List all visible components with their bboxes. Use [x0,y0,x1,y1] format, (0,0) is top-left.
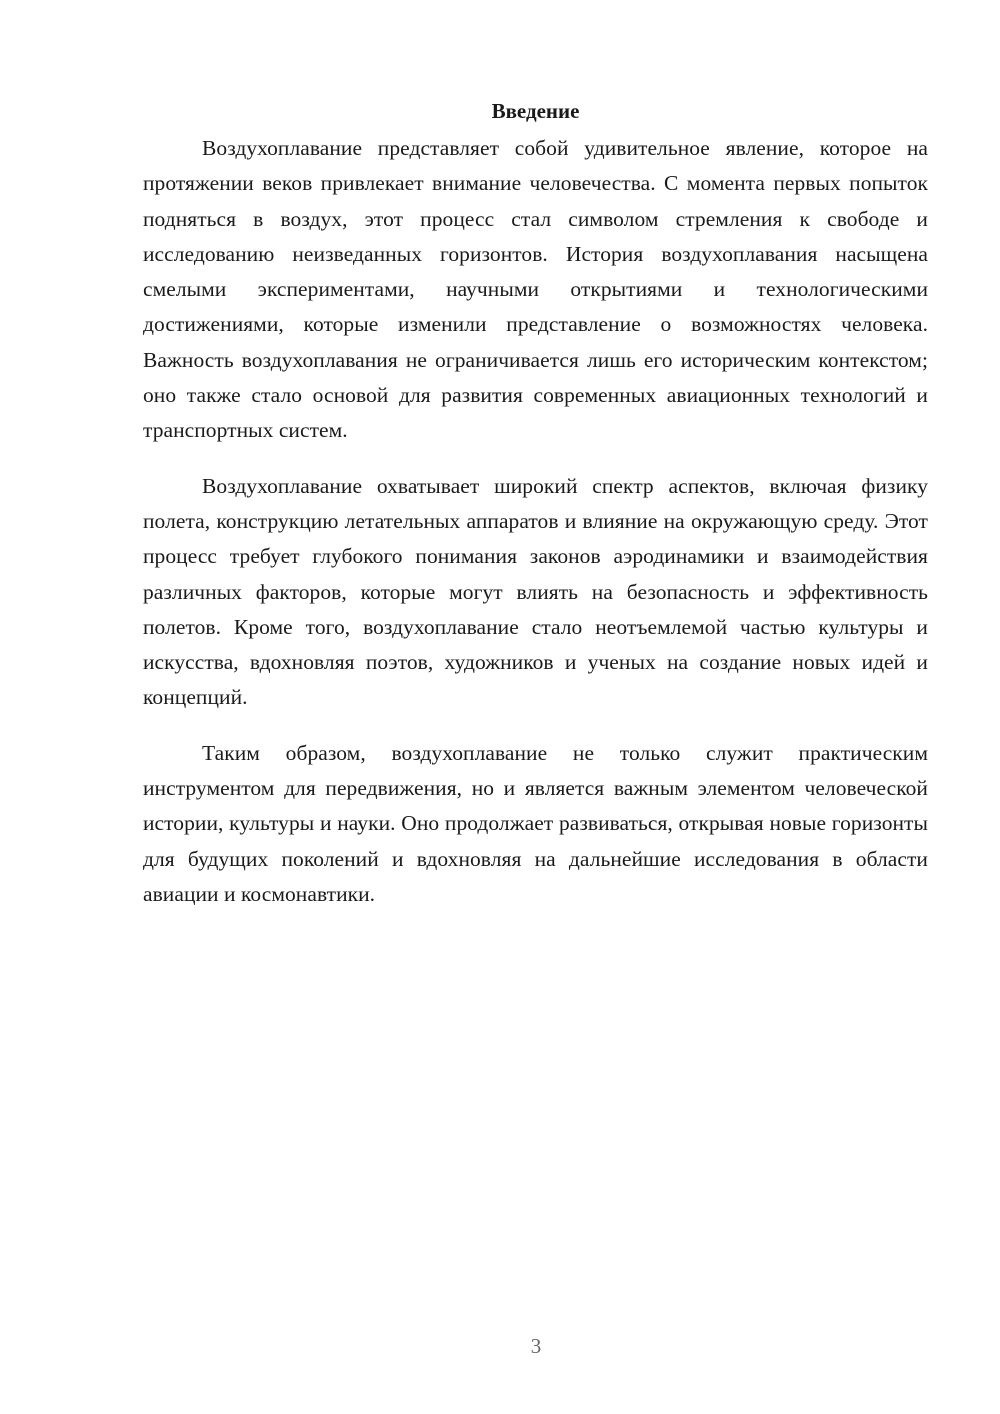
section-title: Введение [491,99,580,123]
paragraph-2: Воздухоплавание охватывает широкий спектр аспектов, включая физику полета, конструкцию летательных аппаратов и влияние на окружающую среду. Этот процесс требует глубокого понимания законов аэродинамики и взаимодействия различных факторов, которые могут влиять на безопасность и эффективность полетов. Кроме того, воздухоплавание стало неотъемлемой частью культуры и искусства, вдохновляя поэтов, художников и ученых на создание новых идей и концепций. [143,473,928,710]
page-number: 3 [530,1334,542,1358]
paragraph-3: Таким образом, воздухоплавание не только служит практическим инструментом для передвижения, но и является важным элементом человеческой истории, культуры и науки. Оно продолжает развиваться, открывая новые горизонты для будущих поколений и вдохновляя на дальнейшие исследования в области авиации и космонавтики. [143,740,928,906]
paragraph-1: Воздухоплавание представляет собой удивительное явление, которое на протяжении веков привлекает внимание человечества. С момента первых попыток подняться в воздух, этот процесс стал символом стремления к свободе и исследованию неизведанных горизонтов. История воздухоплавания насыщена смелыми экспериментами, научными открытиями и технологическими достижениями, которые изменили представление о возможностях человека. Важность воздухоплавания не ограничивается лишь его историческим контекстом; оно также стало основой для развития современных авиационных технологий и транспортных систем. [143,136,928,443]
page-content [143,96,928,932]
